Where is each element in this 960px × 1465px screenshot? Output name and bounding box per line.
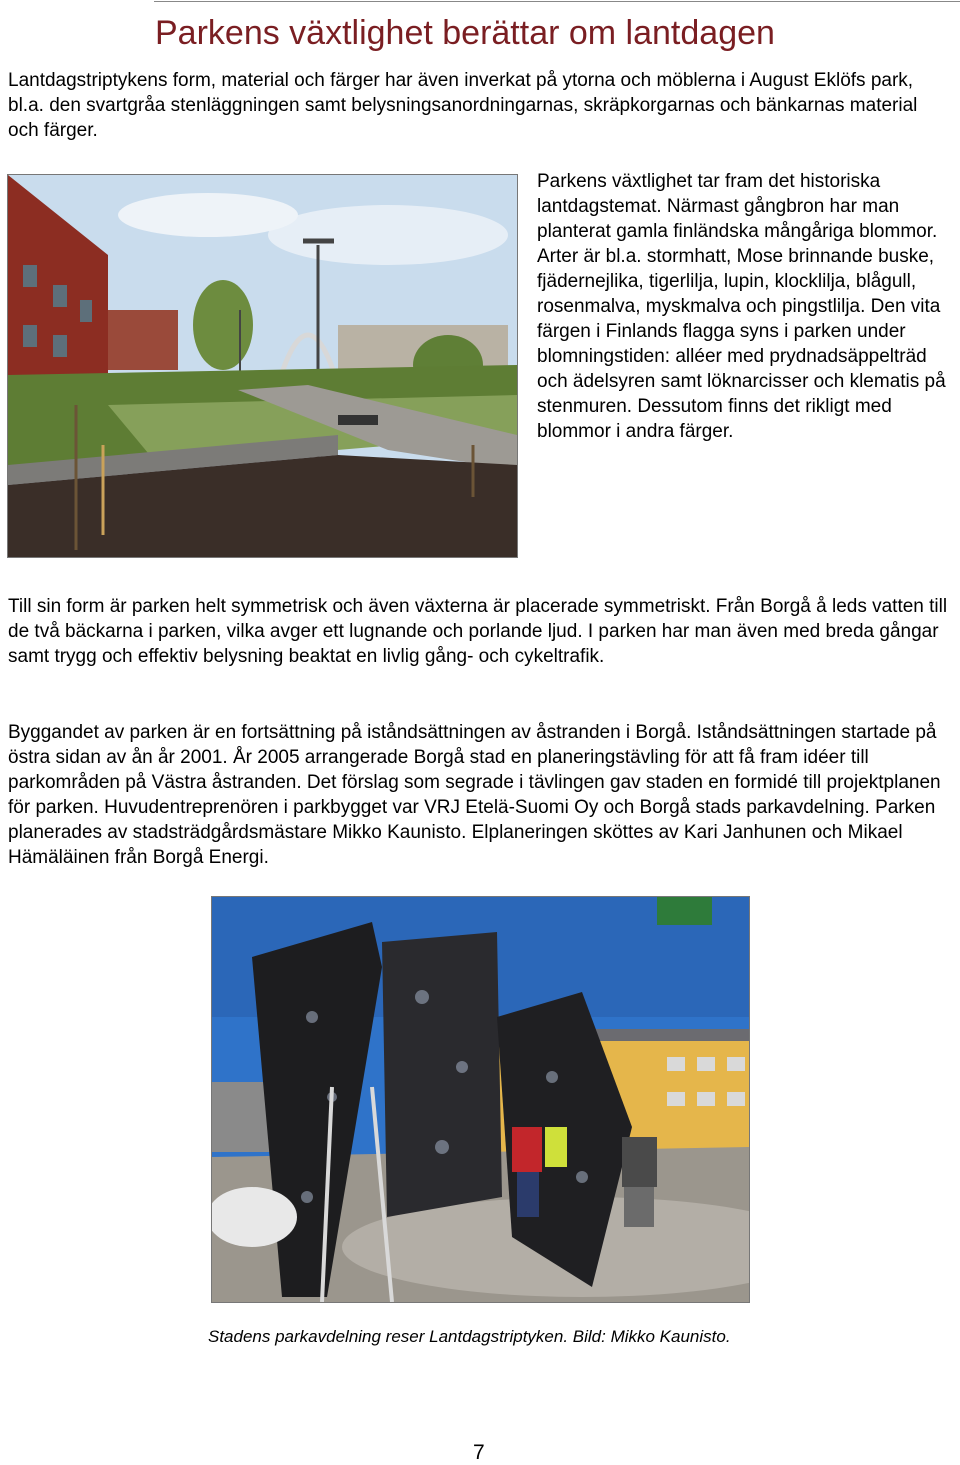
page-title: Parkens växtlighet berättar om lantdagen xyxy=(155,14,775,52)
side-paragraph: Parkens växtlighet tar fram det historiska lantdagstemat. Närmast gångbron har man planterat gamla finländska mångåriga blommor. Arter är bl.a. stormhatt, Mose brinnande buske, fjädernejlika, tigerlilja, lupin, klocklilja, blågull, rosenmalva, myskmalva och pingstlilja. Den vita färgen i Finlands flagga syns i parken under blomningstiden: alléer med prydnadsäppelträd och ädelsyren samt löknarcisser och klematis på stenmuren. Dessutom finns det rikligt med blommor i andra färger. xyxy=(537,171,946,442)
intro-paragraph: Lantdagstriptykens form, material och färger har även inverkat på ytorna och möblerna i August Eklöfs park, bl.a. den svartgråa stenläggningen samt belysningsanordningarnas, skräpkorgarnas och bänkarnas material och färger. xyxy=(8,70,918,141)
page-number: 7 xyxy=(473,1441,485,1464)
paragraph-construction: Byggandet av parken är en fortsättning på iståndsättningen av åstranden i Borgå. Iståndsättningen startade på östra sidan av ån år 2001. År 2005 arrangerade Borgå stad en planeringstävling för att få fram idéer till parkområden på Västra åstranden. Det förslag som segrade i tävlingen gav staden en formidé till projektplanen för parken. Huvudentreprenören i parkbygget var VRJ Etelä-Suomi Oy och Borgå stads parkavdelning. Parken planerades av stadsträdgårdsmästare Mikko Kaunisto. Elplaneringen sköttes av Kari Janhunen och Mikael Hämäläinen från Borgå Energi. xyxy=(8,722,941,868)
park-photo xyxy=(7,174,518,558)
paragraph-symmetry: Till sin form är parken helt symmetrisk och även växterna är placerade symmetriskt. Från Borgå å leds vatten till de två bäckarna i parken, vilka avger ett lugnande och porlande ljud. I parken har man även med breda gångar samt trygg och effektiv belysning beaktat en livlig gång- och cykeltrafik. xyxy=(8,596,948,667)
header-rule xyxy=(154,1,960,2)
photo-caption: Stadens parkavdelning reser Lantdagstriptyken. Bild: Mikko Kaunisto. xyxy=(208,1327,731,1346)
triptych-photo xyxy=(211,896,750,1303)
